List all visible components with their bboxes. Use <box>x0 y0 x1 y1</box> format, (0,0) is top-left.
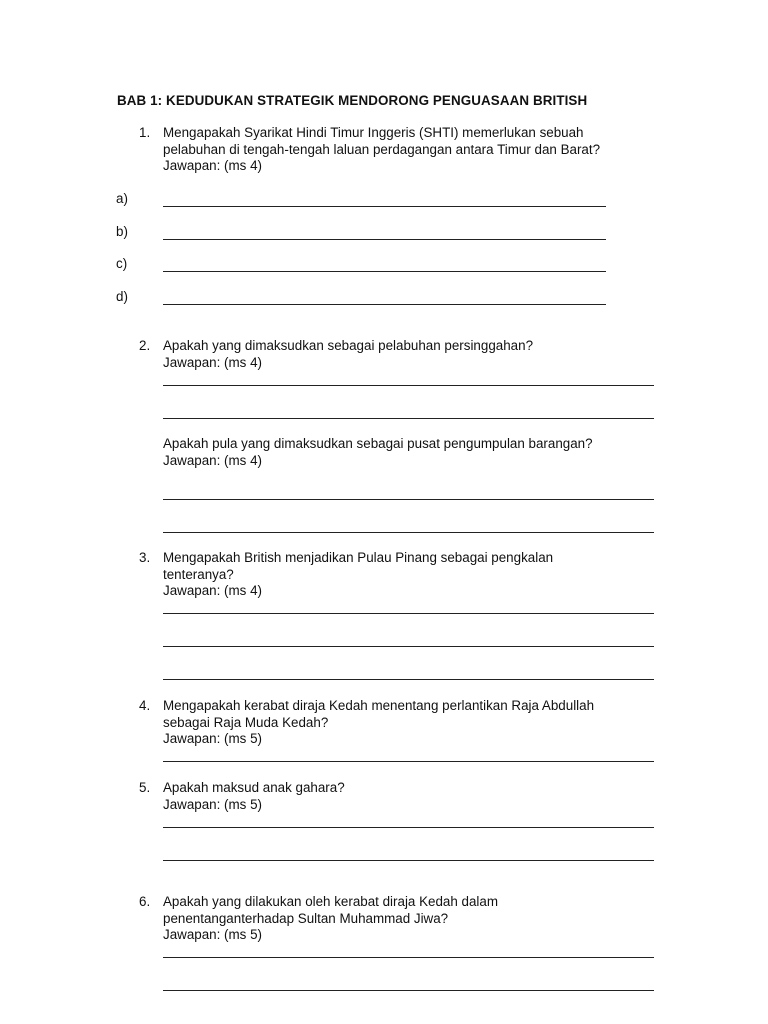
answer-line-3-3[interactable] <box>163 679 654 680</box>
answer-label-a: a) <box>116 191 128 206</box>
answer-label-d: d) <box>116 289 128 304</box>
question-2-text-line-1: Apakah yang dimaksudkan sebagai pelabuhan persinggahan? <box>163 338 534 353</box>
answer-line-5-1[interactable] <box>163 827 654 828</box>
page-title: BAB 1: KEDUDUKAN STRATEGIK MENDORONG PENGUASAAN BRITISH <box>117 93 588 108</box>
question-2-sub-text-line-1: Apakah pula yang dimaksudkan sebagai pusat pengumpulan barangan? <box>163 436 593 451</box>
answer-line-6-2[interactable] <box>163 990 654 991</box>
question-6-text-line-2: penentanganterhadap Sultan Muhammad Jiwa? <box>163 910 449 926</box>
answer-line-2-4[interactable] <box>163 532 654 533</box>
question-4-number: 4. <box>139 698 151 713</box>
answer-line-a[interactable] <box>163 206 606 207</box>
question-3-number: 3. <box>139 550 151 565</box>
answer-line-c[interactable] <box>163 271 606 272</box>
answer-label-b: b) <box>116 224 128 239</box>
question-1-text-line-2: pelabuhan di tengah-tengah laluan perdagangan antara Timur dan Barat? <box>163 141 601 157</box>
answer-line-5-2[interactable] <box>163 860 654 861</box>
question-5-text-line-1: Apakah maksud anak gahara? <box>163 780 345 795</box>
question-4-jawapan: Jawapan: (ms 5) <box>163 731 262 746</box>
question-6 <box>163 894 663 944</box>
answer-line-2-2[interactable] <box>163 418 654 419</box>
answer-line-3-2[interactable] <box>163 646 654 647</box>
answer-line-2-3[interactable] <box>163 499 654 500</box>
question-1-jawapan: Jawapan: (ms 4) <box>163 158 262 173</box>
question-2-sub <box>163 436 663 469</box>
question-3-text-line-1: Mengapakah British menjadikan Pulau Pinang sebagai pengkalan <box>163 550 554 565</box>
question-2-number: 2. <box>139 338 151 353</box>
question-2 <box>163 338 663 371</box>
answer-line-d[interactable] <box>163 304 606 305</box>
question-3-jawapan: Jawapan: (ms 4) <box>163 583 262 598</box>
question-2-sub-jawapan: Jawapan: (ms 4) <box>163 452 262 468</box>
answer-line-2-1[interactable] <box>163 385 654 386</box>
question-1-text-line-1: Mengapakah Syarikat Hindi Timur Inggeris (SHTI) memerlukan sebuah <box>163 125 584 140</box>
question-6-number: 6. <box>139 894 151 909</box>
question-5 <box>163 780 663 813</box>
question-2-jawapan: Jawapan: (ms 4) <box>163 354 262 370</box>
answer-line-6-1[interactable] <box>163 957 654 958</box>
question-1-number: 1. <box>139 125 151 140</box>
question-5-jawapan: Jawapan: (ms 5) <box>163 796 262 812</box>
question-6-text-line-1: Apakah yang dilakukan oleh kerabat diraja Kedah dalam <box>163 894 498 909</box>
question-3-text-line-2: tenteranya? <box>163 566 234 582</box>
question-6-jawapan: Jawapan: (ms 5) <box>163 927 262 942</box>
answer-line-4-1[interactable] <box>163 761 654 762</box>
question-5-number: 5. <box>139 780 151 795</box>
question-1 <box>163 125 663 175</box>
answer-line-3-1[interactable] <box>163 613 654 614</box>
answer-line-b[interactable] <box>163 239 606 240</box>
question-4 <box>163 698 663 748</box>
answer-label-c: c) <box>116 256 128 271</box>
question-3 <box>163 550 663 600</box>
question-4-text-line-2: sebagai Raja Muda Kedah? <box>163 714 329 730</box>
question-4-text-line-1: Mengapakah kerabat diraja Kedah menentang perlantikan Raja Abdullah <box>163 698 595 713</box>
